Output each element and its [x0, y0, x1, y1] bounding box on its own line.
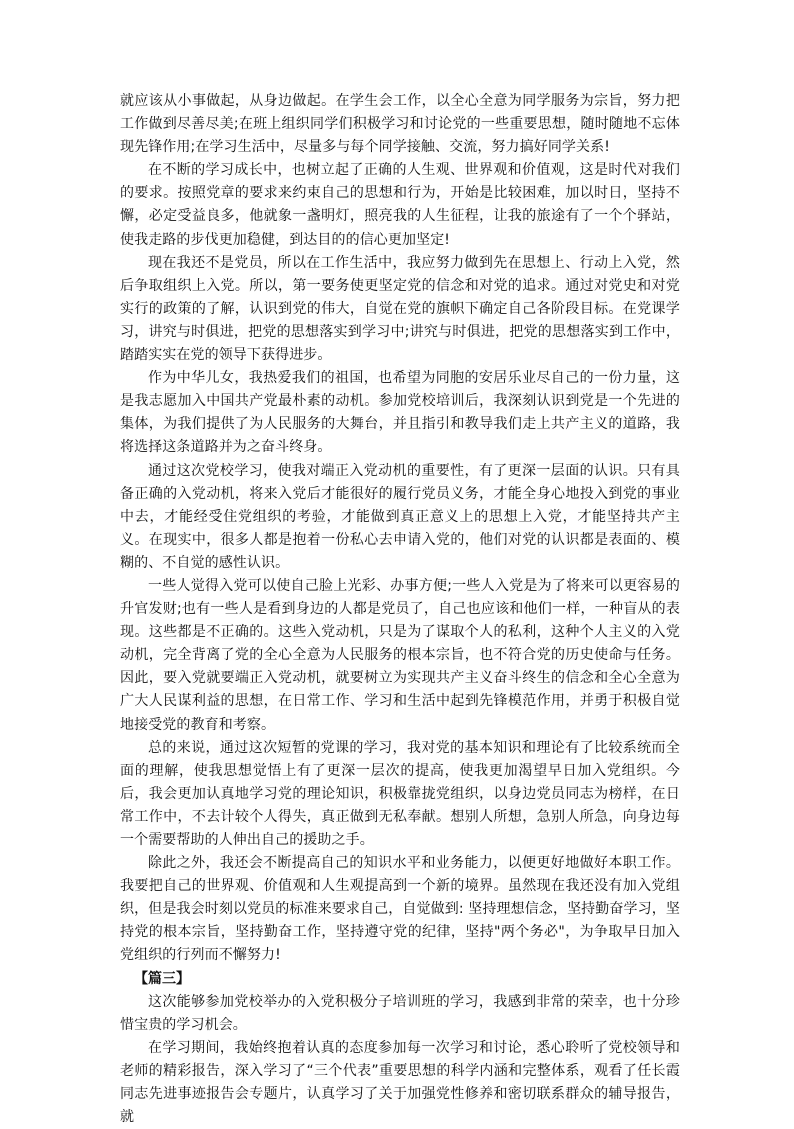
paragraph-10: 在学习期间，我始终抱着认真的态度参加每一次学习和讨论，悉心聆听了党校领导和老师的精彩报告，深入学习了“三个代表”重要思想的科学内涵和完整体系，观看了任长霞同志先进事迹报告会专题片，认真学习了关于加强党性修养和密切联系群众的辅导报告，就 — [120, 1039, 680, 1126]
paragraph-1: 就应该从小事做起，从身边做起。在学生会工作，以全心全意为同学服务为宗旨，努力把工作做到尽善尽美;在班上组织同学们积极学习和讨论党的一些重要思想，随时随地不忘体现先锋作用;在学习生活中，尽量多与每个同学接触、交流，努力搞好同学关系! — [120, 93, 680, 156]
paragraph-4: 作为中华儿女，我热爱我们的祖国，也希望为同胞的安居乐业尽自己的一份力量，这是我志愿加入中国共产党最朴素的动机。参加党校培训后，我深刻认识到党是一个先进的集体，为我们提供了为人民服务的大舞台，并且指引和教导我们走上共产主义的道路，我将选择这条道路并为之奋斗终身。 — [120, 370, 680, 456]
paragraph-2: 在不断的学习成长中，也树立起了正确的人生观、世界观和价值观，这是时代对我们的要求。按照党章的要求来约束自己的思想和行为，开始是比较困难，加以时日，坚持不懈，必定受益良多，他就象一盏明灯，照亮我的人生征程，让我的旅途有了一个个驿站，使我走路的步伐更加稳健，到达目的的信心更加坚定! — [120, 162, 680, 248]
section-heading: 【篇三】 — [134, 970, 190, 987]
paragraph-9: 这次能够参加党校举办的入党积极分子培训班的学习，我感到非常的荣幸，也十分珍惜宝贵的学习机会。 — [120, 993, 680, 1033]
paragraph-8: 除此之外，我还会不断提高自己的知识水平和业务能力，以便更好地做好本职工作。我要把自己的世界观、价值观和人生观提高到一个新的境界。虽然现在我还没有加入党组织，但是我会时刻以党员的标准来要求自己，自觉做到: 坚持理想信念，坚持勤奋学习，坚持党的根本宗旨，坚持勤奋工作，坚持遵守党的纪律，坚持"两个务必"，为争取早日加入党组织的行列而不懈努力! — [120, 855, 680, 964]
paragraph-3: 现在我还不是党员，所以在工作生活中，我应努力做到先在思想上、行动上入党，然后争取组织上入党。所以，第一要务使更坚定党的信念和对党的追求。通过对党史和对党实行的政策的了解，认识到党的伟大，自觉在党的旗帜下确定自己各阶段目标。在党课学习，讲究与时俱进，把党的思想落实到学习中;讲究与时俱进，把党的思想落实到工作中，踏踏实实在党的领导下获得进步。 — [120, 254, 680, 364]
paragraph-6: 一些人觉得入党可以使自己脸上光彩、办事方便;一些人入党是为了将来可以更容易的升官发财;也有一些人是看到身边的人都是党员了，自己也应该和他们一样，一种盲从的表现。这些都是不正确的。这些入党动机，只是为了谋取个人的私利，这种个人主义的入党动机，完全背离了党的全心全意为人民服务的根本宗旨，也不符合党的历史使命与任务。因此，要入党就要端正入党动机，就要树立为实现共产主义奋斗终生的信念和全心全意为广大人民谋利益的思想，在日常工作、学习和生活中起到先锋模范作用，并勇于积极自觉地接受党的教育和考察。 — [120, 577, 680, 733]
paragraph-5: 通过这次党校学习，使我对端正入党动机的重要性，有了更深一层面的认识。只有具备正确的入党动机，将来入党后才能很好的履行党员义务，才能全身心地投入到党的事业中去，才能经受住党组织的考验，才能做到真正意义上的思想上入党，才能坚持共产主义。在现实中，很多人都是抱着一份私心去申请入党的，他们对党的认识都是表面的、模糊的、不自觉的感性认识。 — [120, 462, 680, 571]
paragraph-7: 总的来说，通过这次短暂的党课的学习，我对党的基本知识和理论有了比较系统而全面的理解，使我思想觉悟上有了更深一层次的提高，使我更加渴望早日加入党组织。今后，我会更加认真地学习党的理论知识，积极靠拢党组织，以身边党员同志为榜样，在日常工作中，不去计较个人得失，真正做到无私奉献。想别人所想，急别人所急，向身边每一个需要帮助的人伸出自己的援助之手。 — [120, 739, 680, 848]
